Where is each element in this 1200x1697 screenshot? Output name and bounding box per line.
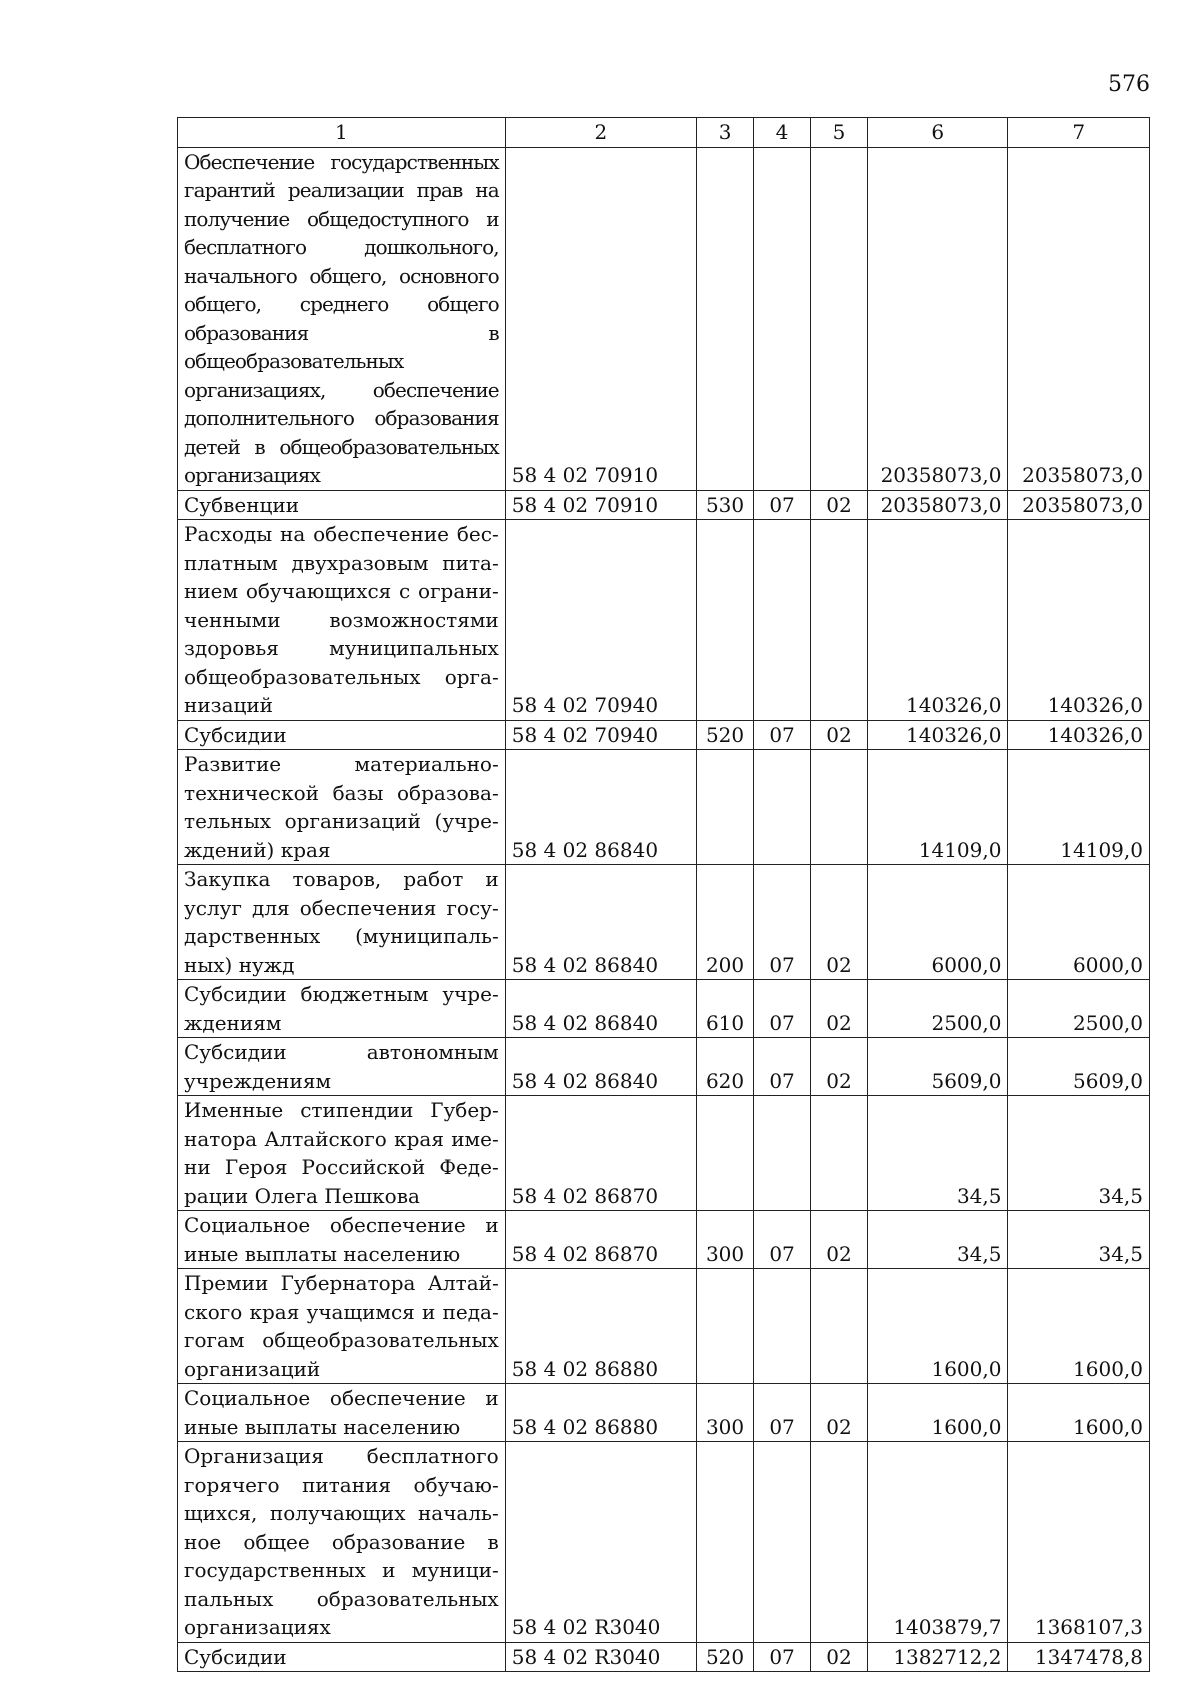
section-code: [754, 750, 811, 865]
amount-col7: 1347478,8: [1008, 1642, 1150, 1672]
expense-type-code: [697, 147, 754, 490]
table-row: [178, 1642, 1150, 1672]
table-row: [178, 520, 1150, 721]
expense-name: Социальное обеспечение и иные выплаты населению: [178, 1211, 506, 1269]
section-code: 07: [754, 490, 811, 520]
expense-type-code: 530: [697, 490, 754, 520]
header-cell-1: 1: [178, 118, 506, 148]
expense-type-code: [697, 1442, 754, 1643]
table-row: [178, 1211, 1150, 1269]
subsection-code: 02: [811, 490, 868, 520]
table-row: [178, 1442, 1150, 1643]
target-article-code: 58 4 02 R3040: [505, 1442, 696, 1643]
subsection-code: [811, 147, 868, 490]
expense-type-code: [697, 750, 754, 865]
subsection-code: 02: [811, 980, 868, 1038]
section-code: 07: [754, 1642, 811, 1672]
header-cell-7: 7: [1008, 118, 1150, 148]
header-cell-6: 6: [868, 118, 1008, 148]
expense-name: Субсидии: [178, 720, 506, 750]
amount-col7: 34,5: [1008, 1096, 1150, 1211]
subsection-code: 02: [811, 1384, 868, 1442]
amount-col6: 14109,0: [868, 750, 1008, 865]
target-article-code: 58 4 02 86840: [505, 750, 696, 865]
subsection-code: 02: [811, 865, 868, 980]
amount-col7: 140326,0: [1008, 720, 1150, 750]
amount-col7: 34,5: [1008, 1211, 1150, 1269]
section-code: [754, 520, 811, 721]
target-article-code: 58 4 02 86880: [505, 1384, 696, 1442]
section-code: 07: [754, 1038, 811, 1096]
table-body: [178, 147, 1150, 1672]
amount-col6: 6000,0: [868, 865, 1008, 980]
target-article-code: 58 4 02 86880: [505, 1269, 696, 1384]
table-row: [178, 980, 1150, 1038]
expense-name: Субсидии: [178, 1642, 506, 1672]
section-code: 07: [754, 1384, 811, 1442]
header-cell-5: 5: [811, 118, 868, 148]
expense-type-code: 300: [697, 1384, 754, 1442]
expense-type-code: [697, 520, 754, 721]
amount-col7: 20358073,0: [1008, 490, 1150, 520]
table-row: [178, 750, 1150, 865]
expense-type-code: [697, 1096, 754, 1211]
amount-col6: 1382712,2: [868, 1642, 1008, 1672]
amount-col7: 140326,0: [1008, 520, 1150, 721]
target-article-code: 58 4 02 70910: [505, 147, 696, 490]
subsection-code: 02: [811, 1642, 868, 1672]
amount-col6: 1600,0: [868, 1269, 1008, 1384]
amount-col7: 5609,0: [1008, 1038, 1150, 1096]
table-row: [178, 865, 1150, 980]
target-article-code: 58 4 02 R3040: [505, 1642, 696, 1672]
expense-name: Обеспечение государственных гарантий реализации прав на получение общедоступного и бесплатного дошкольного, начального общего, основного общего, среднего общего образования в общеобразовательных организациях, обеспечение дополнительного образования детей в общеобразовательных организациях: [178, 147, 506, 490]
expense-name: Развитие материально-технической базы образовательных организаций (учреждений) края: [178, 750, 506, 865]
amount-col7: 1600,0: [1008, 1384, 1150, 1442]
expense-type-code: 300: [697, 1211, 754, 1269]
target-article-code: 58 4 02 70940: [505, 520, 696, 721]
target-article-code: 58 4 02 86840: [505, 865, 696, 980]
amount-col6: 34,5: [868, 1096, 1008, 1211]
target-article-code: 58 4 02 70940: [505, 720, 696, 750]
header-cell-2: 2: [505, 118, 696, 148]
header-cell-4: 4: [754, 118, 811, 148]
target-article-code: 58 4 02 86870: [505, 1211, 696, 1269]
header-row: [178, 118, 1150, 148]
subsection-code: 02: [811, 1038, 868, 1096]
subsection-code: 02: [811, 1211, 868, 1269]
table-row: [178, 1096, 1150, 1211]
section-code: 07: [754, 865, 811, 980]
amount-col6: 2500,0: [868, 980, 1008, 1038]
expense-type-code: [697, 1269, 754, 1384]
amount-col6: 1403879,7: [868, 1442, 1008, 1643]
section-code: [754, 147, 811, 490]
target-article-code: 58 4 02 86840: [505, 1038, 696, 1096]
expense-type-code: 200: [697, 865, 754, 980]
expense-name: Социальное обеспечение и иные выплаты населению: [178, 1384, 506, 1442]
amount-col6: 20358073,0: [868, 147, 1008, 490]
target-article-code: 58 4 02 86870: [505, 1096, 696, 1211]
amount-col7: 20358073,0: [1008, 147, 1150, 490]
page-number: 576: [1108, 72, 1150, 97]
amount-col7: 6000,0: [1008, 865, 1150, 980]
subsection-code: [811, 750, 868, 865]
expense-name: Расходы на обеспечение бесплатным двухразовым питанием обучающихся с ограниченными возможностями здоровья муниципальных общеобразовательных организаций: [178, 520, 506, 721]
amount-col7: 1600,0: [1008, 1269, 1150, 1384]
expense-type-code: 620: [697, 1038, 754, 1096]
subsection-code: [811, 1269, 868, 1384]
expense-name: Именные стипендии Губернатора Алтайского края имени Героя Российской Федерации Олега Пешкова: [178, 1096, 506, 1211]
amount-col7: 1368107,3: [1008, 1442, 1150, 1643]
expense-name: Закупка товаров, работ и услуг для обеспечения государственных (муниципальных) нужд: [178, 865, 506, 980]
table-row: [178, 147, 1150, 490]
section-code: [754, 1096, 811, 1211]
section-code: 07: [754, 1211, 811, 1269]
section-code: [754, 1442, 811, 1643]
target-article-code: 58 4 02 70910: [505, 490, 696, 520]
section-code: [754, 1269, 811, 1384]
section-code: 07: [754, 720, 811, 750]
table-row: [178, 1038, 1150, 1096]
subsection-code: [811, 1096, 868, 1211]
amount-col6: 140326,0: [868, 520, 1008, 721]
subsection-code: [811, 520, 868, 721]
expense-name: Организация бесплатного горячего питания обучающихся, получающих начальное общее образование в государственных и муниципальных образовательных организациях: [178, 1442, 506, 1643]
subsection-code: [811, 1442, 868, 1643]
amount-col6: 140326,0: [868, 720, 1008, 750]
table-row: [178, 1384, 1150, 1442]
expense-name: Премии Губернатора Алтайского края учащимся и педагогам общеобразовательных организаций: [178, 1269, 506, 1384]
expense-name: Субвенции: [178, 490, 506, 520]
expense-type-code: 520: [697, 720, 754, 750]
header-cell-3: 3: [697, 118, 754, 148]
table-row: [178, 720, 1150, 750]
amount-col7: 14109,0: [1008, 750, 1150, 865]
target-article-code: 58 4 02 86840: [505, 980, 696, 1038]
expense-name: Субсидии бюджетным учреждениям: [178, 980, 506, 1038]
subsection-code: 02: [811, 720, 868, 750]
amount-col6: 1600,0: [868, 1384, 1008, 1442]
table-row: [178, 490, 1150, 520]
section-code: 07: [754, 980, 811, 1038]
amount-col6: 34,5: [868, 1211, 1008, 1269]
table-row: [178, 1269, 1150, 1384]
budget-table: [177, 117, 1150, 1672]
amount-col6: 5609,0: [868, 1038, 1008, 1096]
expense-type-code: 520: [697, 1642, 754, 1672]
amount-col6: 20358073,0: [868, 490, 1008, 520]
amount-col7: 2500,0: [1008, 980, 1150, 1038]
expense-name: Субсидии автономным учреждениям: [178, 1038, 506, 1096]
expense-type-code: 610: [697, 980, 754, 1038]
